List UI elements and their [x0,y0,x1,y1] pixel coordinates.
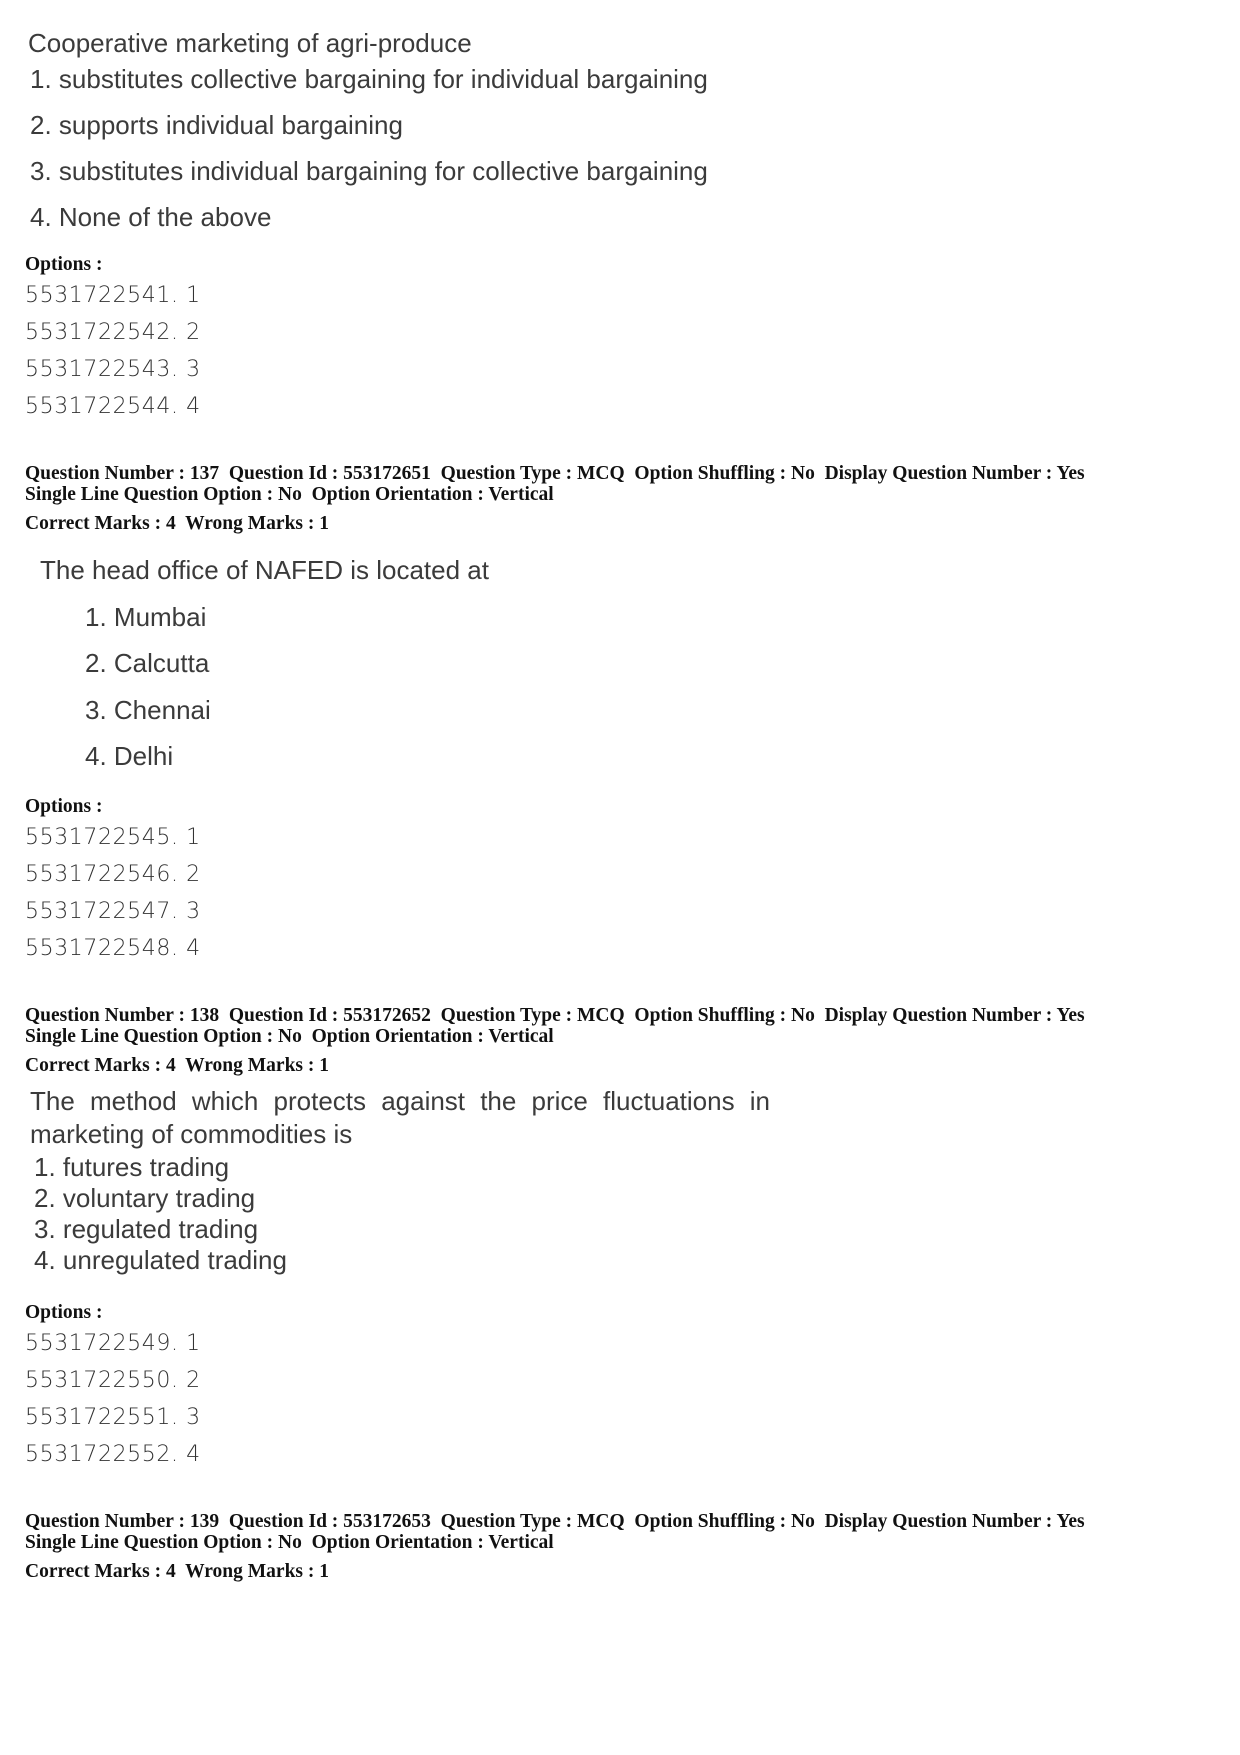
option-id: 5531722541. 1 [25,283,201,308]
options-heading: Options : [25,796,103,817]
option-id: 5531722547. 3 [25,899,201,924]
question-choice: 1. Mumbai [85,602,207,632]
option-id: 5531722546. 2 [25,862,201,887]
question-choice: 4. Delhi [85,741,174,771]
question-choice: 2. voluntary trading [34,1183,256,1213]
question-choice: 2. Calcutta [85,648,210,678]
question-choice: 3. regulated trading [34,1214,259,1244]
question-meta: Single Line Question Option : No Option Orientation : Vertical [25,1026,554,1047]
option-id: 5531722544. 4 [25,394,201,419]
option-id: 5531722549. 1 [25,1331,201,1356]
option-id: 5531722548. 4 [25,936,201,961]
question-meta: Single Line Question Option : No Option Orientation : Vertical [25,1532,554,1553]
option-id: 5531722550. 2 [25,1368,201,1393]
question-meta: Question Number : 139 Question Id : 553172653 Question Type : MCQ Option Shuffling : No Display Question Number : Yes [25,1511,1085,1532]
question-choice: 3. substitutes individual bargaining for collective bargaining [30,156,708,186]
options-heading: Options : [25,1302,103,1323]
question-choice: 2. supports individual bargaining [30,110,403,140]
option-id: 5531722551. 3 [25,1405,201,1430]
option-id: 5531722552. 4 [25,1442,201,1467]
question-text: Cooperative marketing of agri-produce [28,28,472,58]
question-marks: Correct Marks : 4 Wrong Marks : 1 [25,1561,330,1582]
question-text: The head office of NAFED is located at [40,555,489,585]
question-marks: Correct Marks : 4 Wrong Marks : 1 [25,513,330,534]
question-text: The method which protects against the price fluctuations in marketing of commodities is [30,1086,770,1149]
question-meta: Single Line Question Option : No Option Orientation : Vertical [25,484,554,505]
question-marks: Correct Marks : 4 Wrong Marks : 1 [25,1055,330,1076]
question-meta: Question Number : 137 Question Id : 553172651 Question Type : MCQ Option Shuffling : No Display Question Number : Yes [25,463,1085,484]
question-choice: 4. unregulated trading [34,1245,287,1275]
question-choice: 1. substitutes collective bargaining for individual bargaining [30,64,708,94]
question-choice: 3. Chennai [85,695,211,725]
options-heading: Options : [25,254,103,275]
option-id: 5531722542. 2 [25,320,201,345]
question-choice: 1. futures trading [34,1152,230,1182]
option-id: 5531722545. 1 [25,825,201,850]
question-meta: Question Number : 138 Question Id : 553172652 Question Type : MCQ Option Shuffling : No Display Question Number : Yes [25,1005,1085,1026]
question-choice: 4. None of the above [30,202,272,232]
option-id: 5531722543. 3 [25,357,201,382]
